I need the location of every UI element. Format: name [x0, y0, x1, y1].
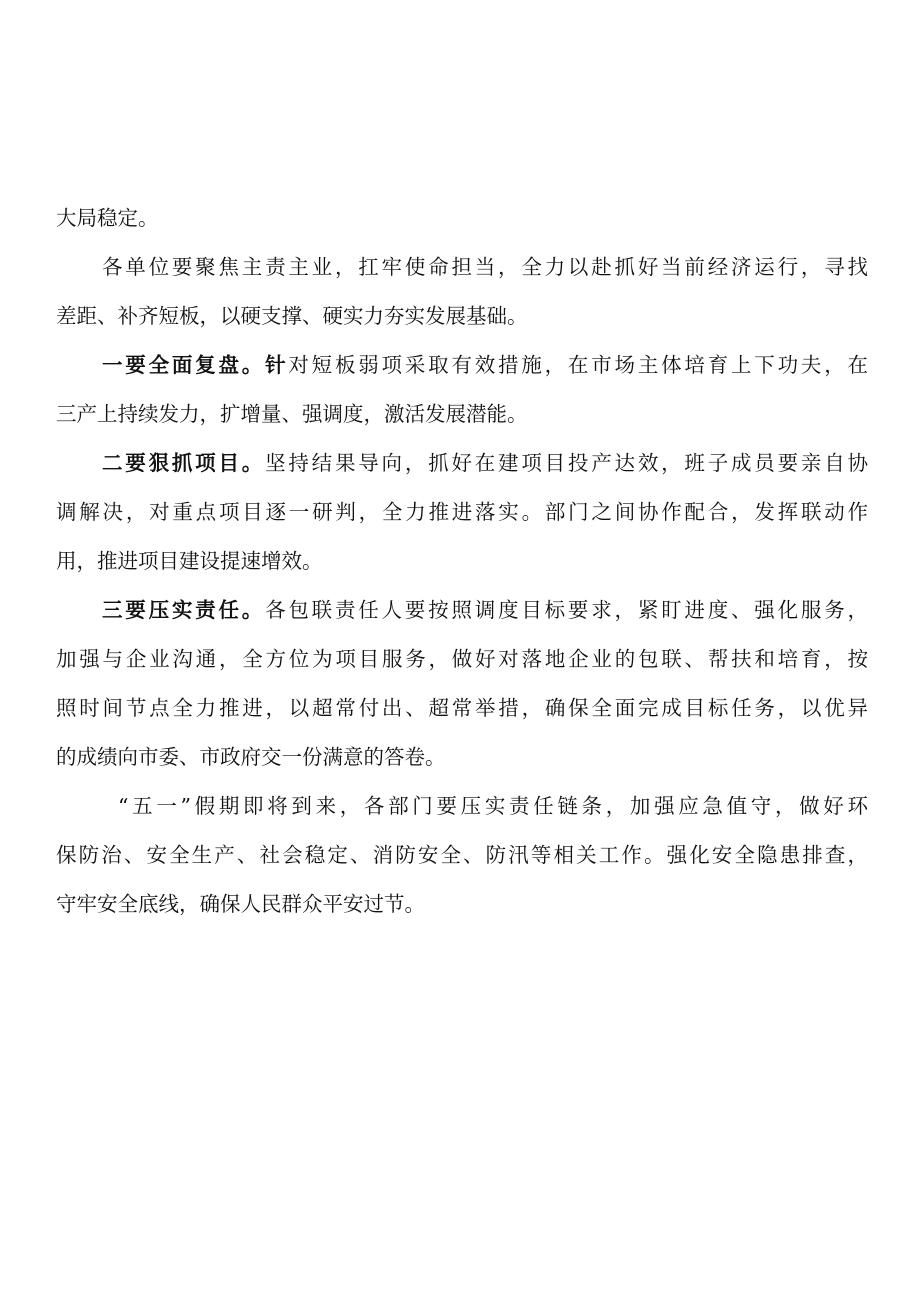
paragraph-heading: 一要全面复盘。针: [102, 353, 289, 377]
text-line: “五一”假期即将到来，各部门要压实责任链条，加强应急值守，做好环: [118, 794, 868, 818]
text-line: 差距、补齐短板，以硬支撑、硬实力夯实发展基础。: [56, 304, 528, 328]
text-run: 坚持结果导向，抓好在建项目投产达效，班子成员要亲自协: [265, 451, 868, 475]
paragraph-heading: 三要压实责任。: [102, 598, 266, 622]
text-line: 保防治、安全生产、社会稳定、消防安全、防汛等相关工作。强化安全隐患排查，: [56, 843, 868, 867]
text-line: 照时间节点全力推进，以超常付出、超常举措，确保全面完成目标任务，以优异: [56, 696, 868, 720]
text-line: 大局稳定。: [56, 206, 159, 230]
text-line: [56, 341, 868, 390]
text-line: 用，推进项目建设提速增效。: [56, 549, 323, 573]
paragraph-1: [56, 243, 868, 341]
text-line: 的成绩向市委、市政府交一份满意的答卷。: [56, 745, 446, 769]
text-line: 三产上持续发力，扩增量、强调度，激活发展潜能。: [56, 402, 528, 426]
paragraph-2: [56, 341, 868, 439]
paragraph-3: [56, 439, 868, 586]
text-run: 对短板弱项采取有效措施，在市场主体培育上下功夫，在: [288, 353, 868, 377]
text-line: 调解决，对重点项目逐一研判，全力推进落实。部门之间协作配合，发挥联动作: [56, 500, 868, 524]
text-run: 各包联责任人要按照调度目标要求，紧盯进度、强化服务，: [265, 598, 868, 622]
text-line: 各单位要聚焦主责主业，扛牢使命担当，全力以赴抓好当前经济运行，寻找: [102, 255, 868, 279]
text-line: 守牢安全底线，确保人民群众平安过节。: [56, 892, 425, 916]
text-line: [56, 439, 868, 488]
paragraph-0: [56, 194, 868, 243]
text-line: [56, 586, 868, 635]
paragraph-5: [56, 782, 868, 929]
text-line: 加强与企业沟通，全方位为项目服务，做好对落地企业的包联、帮扶和培育，按: [56, 647, 868, 671]
document-page: [56, 194, 868, 929]
paragraph-4: [56, 586, 868, 782]
paragraph-heading: 二要狠抓项目。: [102, 451, 266, 475]
